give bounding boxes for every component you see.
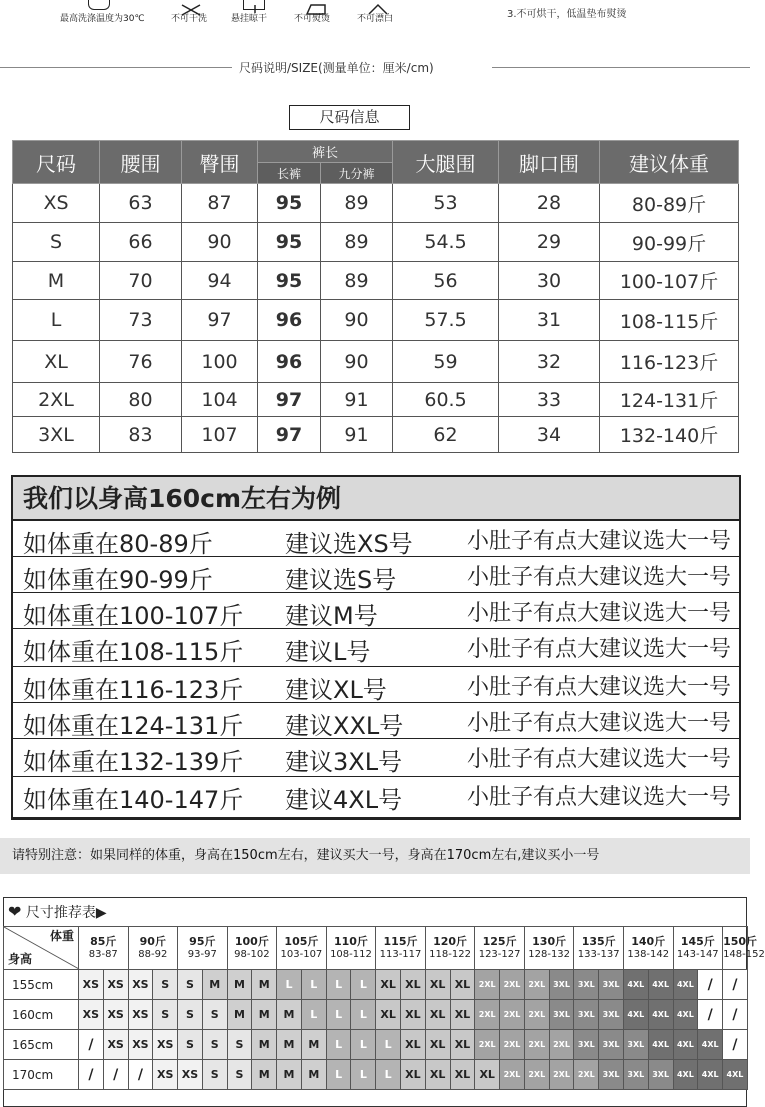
example-weight: 如体重在80-89斤 <box>23 530 213 558</box>
size-section-title: 尺码说明/SIZE(测量单位：厘米/cm) <box>239 61 434 75</box>
example-row <box>13 557 739 593</box>
size-cell: 108-115斤 <box>600 300 739 341</box>
recommend-table <box>3 926 765 1090</box>
care-label-hang: 悬挂晾干 <box>231 14 268 24</box>
recommend-cell: XL <box>376 970 401 1000</box>
size-cell: 95 <box>258 262 321 300</box>
size-cell: 97 <box>258 383 321 417</box>
recommend-cell: XL <box>401 1030 426 1060</box>
header-size: 尺码 <box>13 141 100 184</box>
notice-bar: 请特别注意：如果同样的体重，身高在150cm左右，建议买大一号，身高在170cm左右,建议买小一号 <box>0 838 750 874</box>
size-cell: 70 <box>100 262 182 300</box>
weight-header <box>227 927 277 970</box>
corner-cell <box>4 927 79 970</box>
example-suggest: 建议XL号 <box>285 676 387 704</box>
size-cell: 87 <box>182 184 258 223</box>
recommend-cell: L <box>351 1000 376 1030</box>
recommend-cell: 4XL <box>648 970 673 1000</box>
size-cell: 33 <box>499 383 600 417</box>
size-cell: 124-131斤 <box>600 383 739 417</box>
size-cell: 90 <box>321 300 393 341</box>
size-cell: 57.5 <box>393 300 499 341</box>
size-cell: M <box>13 262 100 300</box>
weight-range: 83-87 <box>88 949 118 960</box>
care-label-wash: 最高洗涤温度为30℃ <box>60 14 145 24</box>
hang-dry-icon <box>243 0 265 10</box>
header-thigh: 大腿围 <box>393 141 499 184</box>
weight-main: 115斤 <box>383 935 418 948</box>
recommend-title-text: 尺寸推荐表▶ <box>25 905 107 921</box>
size-cell: 3XL <box>13 417 100 453</box>
size-cell: 95 <box>258 184 321 223</box>
size-cell: 96 <box>258 300 321 341</box>
height-label: 165cm <box>4 1030 79 1060</box>
recommend-cell: XL <box>425 970 450 1000</box>
example-tip: 小肚子有点大建议选大一号 <box>467 637 732 662</box>
size-table <box>12 140 739 453</box>
weight-main: 145斤 <box>680 935 715 948</box>
example-weight: 如体重在116-123斤 <box>23 676 244 704</box>
size-cell: 100-107斤 <box>600 262 739 300</box>
size-cell: 2XL <box>13 383 100 417</box>
recommend-cell: 4XL <box>698 1060 723 1090</box>
example-tip: 小肚子有点大建议选大一号 <box>467 747 732 772</box>
recommend-cell: 2XL <box>475 1030 500 1060</box>
size-cell: 90-99斤 <box>600 223 739 262</box>
size-cell: XL <box>13 341 100 383</box>
size-cell: 54.5 <box>393 223 499 262</box>
weight-header <box>128 927 178 970</box>
size-cell: 89 <box>321 223 393 262</box>
weight-header <box>623 927 673 970</box>
recommend-cell: L <box>326 1030 351 1060</box>
size-cell: 32 <box>499 341 600 383</box>
recommend-cell: M <box>227 970 252 1000</box>
example-title: 我们以身高160cm左右为例 <box>13 477 739 521</box>
recommend-cell: M <box>227 1000 252 1030</box>
recommend-cell: M <box>252 1000 277 1030</box>
recommend-cell: / <box>698 970 723 1000</box>
size-row <box>13 383 739 417</box>
header-hem: 脚口围 <box>499 141 600 184</box>
header-weight: 建议体重 <box>600 141 739 184</box>
size-cell: 95 <box>258 223 321 262</box>
recommend-cell: XS <box>128 970 153 1000</box>
weight-range: 103-107 <box>280 949 323 960</box>
recommend-cell: XL <box>425 1000 450 1030</box>
size-cell: XS <box>13 184 100 223</box>
recommend-cell: XL <box>450 1030 475 1060</box>
header-waist: 腰围 <box>100 141 182 184</box>
example-row <box>13 629 739 667</box>
recommend-cell: 2XL <box>524 1060 549 1090</box>
weight-main: 95斤 <box>189 935 216 948</box>
recommend-cell: M <box>252 970 277 1000</box>
size-cell: 56 <box>393 262 499 300</box>
recommend-title <box>8 902 107 922</box>
recommend-cell: 3XL <box>549 970 574 1000</box>
size-row <box>13 223 739 262</box>
size-cell: 30 <box>499 262 600 300</box>
recommend-row <box>4 1030 748 1060</box>
recommend-cell: / <box>103 1060 128 1090</box>
example-weight: 如体重在108-115斤 <box>23 638 244 666</box>
recommend-cell: M <box>301 1060 326 1090</box>
recommend-cell: 4XL <box>723 1060 748 1090</box>
recommend-cell: L <box>301 1000 326 1030</box>
weight-main: 120斤 <box>433 935 468 948</box>
weight-range: 88-92 <box>138 949 168 960</box>
recommend-cell: XL <box>450 1000 475 1030</box>
recommend-cell: L <box>277 970 302 1000</box>
size-cell: 90 <box>182 223 258 262</box>
recommend-row <box>4 970 748 1000</box>
weight-range: 148-152 <box>723 949 765 960</box>
size-cell: 59 <box>393 341 499 383</box>
recommend-cell: 3XL <box>623 1030 648 1060</box>
recommend-cell: M <box>277 1060 302 1090</box>
example-suggest: 建议4XL号 <box>285 786 403 814</box>
recommend-cell: M <box>202 970 227 1000</box>
corner-weight: 体重 <box>49 929 74 943</box>
recommend-cell: 3XL <box>574 970 599 1000</box>
heart-icon: ❤ <box>8 902 22 921</box>
recommend-cell: XL <box>376 1000 401 1030</box>
recommend-cell: XS <box>103 1030 128 1060</box>
example-row <box>13 593 739 629</box>
example-suggest: 建议选XS号 <box>285 530 413 558</box>
recommend-cell: M <box>252 1030 277 1060</box>
recommend-cell: XL <box>401 1060 426 1090</box>
size-cell: 63 <box>100 184 182 223</box>
recommend-cell: 3XL <box>648 1060 673 1090</box>
recommend-cell: L <box>326 1060 351 1090</box>
weight-header <box>178 927 228 970</box>
weight-header <box>475 927 525 970</box>
example-row <box>13 739 739 777</box>
recommend-cell: 2XL <box>524 970 549 1000</box>
example-tip: 小肚子有点大建议选大一号 <box>467 565 732 590</box>
recommend-cell: L <box>376 1060 401 1090</box>
recommend-cell: 2XL <box>574 1060 599 1090</box>
example-weight: 如体重在140-147斤 <box>23 786 244 814</box>
weight-main: 135斤 <box>581 935 616 948</box>
weight-main: 90斤 <box>139 935 166 948</box>
height-label: 155cm <box>4 970 79 1000</box>
recommend-cell: M <box>277 1000 302 1030</box>
recommend-cell: 4XL <box>673 970 698 1000</box>
weight-main: 150斤 <box>723 935 758 948</box>
recommend-cell: S <box>202 1060 227 1090</box>
weight-header <box>673 927 723 970</box>
example-suggest: 建议3XL号 <box>285 748 403 776</box>
example-weight: 如体重在100-107斤 <box>23 602 244 630</box>
size-cell: 104 <box>182 383 258 417</box>
weight-main: 125斤 <box>482 935 517 948</box>
weight-header <box>376 927 426 970</box>
header-length: 裤长 <box>258 141 393 163</box>
size-cell: 90 <box>321 341 393 383</box>
recommend-row <box>4 1000 748 1030</box>
size-cell: 31 <box>499 300 600 341</box>
height-label: 160cm <box>4 1000 79 1030</box>
size-cell: 97 <box>182 300 258 341</box>
recommend-cell: S <box>202 1030 227 1060</box>
example-weight: 如体重在124-131斤 <box>23 712 244 740</box>
recommend-cell: / <box>723 1030 748 1060</box>
size-cell: 116-123斤 <box>600 341 739 383</box>
recommend-cell: S <box>227 1030 252 1060</box>
recommend-cell: 2XL <box>549 1060 574 1090</box>
recommend-cell: / <box>79 1060 104 1090</box>
example-tip: 小肚子有点大建议选大一号 <box>467 711 732 736</box>
recommend-cell: S <box>153 970 178 1000</box>
example-tip: 小肚子有点大建议选大一号 <box>467 601 732 626</box>
care-label-dry-clean: 不可干洗 <box>171 14 208 24</box>
size-info-box: 尺码信息 <box>289 105 410 130</box>
recommend-cell: / <box>79 1030 104 1060</box>
care-label-bleach: 不可漂白 <box>357 14 394 24</box>
size-cell: 66 <box>100 223 182 262</box>
recommend-cell: 2XL <box>524 1000 549 1030</box>
recommend-cell: 2XL <box>549 1030 574 1060</box>
no-dry-clean-icon <box>180 0 202 10</box>
size-cell: 97 <box>258 417 321 453</box>
recommend-cell: 2XL <box>475 970 500 1000</box>
recommend-cell: L <box>351 970 376 1000</box>
size-cell: 89 <box>321 184 393 223</box>
weight-header <box>277 927 327 970</box>
weight-header <box>524 927 574 970</box>
recommend-cell: 4XL <box>623 970 648 1000</box>
weight-range: 138-142 <box>627 949 670 960</box>
recommend-cell: S <box>178 970 203 1000</box>
weight-range: 143-147 <box>676 949 719 960</box>
weight-main: 85斤 <box>90 935 117 948</box>
example-tip: 小肚子有点大建议选大一号 <box>467 785 732 810</box>
size-row <box>13 184 739 223</box>
size-cell: 100 <box>182 341 258 383</box>
weight-range: 108-112 <box>330 949 372 960</box>
recommend-cell: XS <box>153 1060 178 1090</box>
example-row <box>13 703 739 739</box>
recommend-cell: 4XL <box>698 1030 723 1060</box>
recommend-cell: 3XL <box>599 1060 624 1090</box>
recommend-cell: 4XL <box>673 1060 698 1090</box>
example-weight: 如体重在132-139斤 <box>23 748 244 776</box>
recommend-cell: XS <box>79 970 104 1000</box>
recommend-cell: XL <box>475 1060 500 1090</box>
header-cropped: 九分裤 <box>321 163 393 184</box>
recommend-cell: 3XL <box>599 1000 624 1030</box>
recommend-cell: 4XL <box>648 1030 673 1060</box>
weight-main: 140斤 <box>631 935 666 948</box>
recommend-cell: M <box>252 1060 277 1090</box>
size-cell: 107 <box>182 417 258 453</box>
size-cell: S <box>13 223 100 262</box>
example-table <box>11 475 741 820</box>
recommend-cell: 3XL <box>549 1000 574 1030</box>
header-long: 长裤 <box>258 163 321 184</box>
size-row <box>13 341 739 383</box>
recommend-cell: M <box>277 1030 302 1060</box>
recommend-cell: XL <box>450 970 475 1000</box>
corner-height: 身高 <box>8 952 33 966</box>
recommend-cell: XS <box>128 1030 153 1060</box>
recommend-cell: / <box>698 1000 723 1030</box>
recommend-cell: / <box>723 970 748 1000</box>
weight-header <box>574 927 624 970</box>
recommend-cell: XS <box>178 1060 203 1090</box>
size-cell: 96 <box>258 341 321 383</box>
recommend-cell: XS <box>103 970 128 1000</box>
recommend-cell: XL <box>425 1060 450 1090</box>
recommend-cell: XS <box>153 1030 178 1060</box>
size-cell: 91 <box>321 417 393 453</box>
example-suggest: 建议选S号 <box>285 566 397 594</box>
recommend-cell: XL <box>425 1030 450 1060</box>
recommend-cell: XS <box>128 1000 153 1030</box>
recommend-cell: 2XL <box>500 970 525 1000</box>
example-row <box>13 521 739 557</box>
size-cell: 91 <box>321 383 393 417</box>
recommend-cell: 3XL <box>623 1060 648 1090</box>
header-hip: 臀围 <box>182 141 258 184</box>
weight-range: 93-97 <box>187 949 217 960</box>
size-row <box>13 417 739 453</box>
weight-header <box>79 927 129 970</box>
size-cell: 53 <box>393 184 499 223</box>
recommend-cell: XS <box>103 1000 128 1030</box>
recommend-cell: L <box>326 970 351 1000</box>
recommend-cell: S <box>178 1030 203 1060</box>
weight-main: 130斤 <box>532 935 567 948</box>
example-tip: 小肚子有点大建议选大一号 <box>467 675 732 700</box>
care-label-iron: 不可熨烫 <box>294 14 331 24</box>
recommend-cell: 2XL <box>500 1060 525 1090</box>
weight-range: 113-117 <box>379 949 422 960</box>
care-note: 3.不可烘干，低温垫布熨烫 <box>507 9 627 20</box>
example-tip: 小肚子有点大建议选大一号 <box>467 529 732 554</box>
recommend-cell: L <box>326 1000 351 1030</box>
recommend-cell: M <box>301 1030 326 1060</box>
size-cell: L <box>13 300 100 341</box>
recommend-cell: 4XL <box>673 1030 698 1060</box>
recommend-cell: S <box>153 1000 178 1030</box>
recommend-cell: S <box>178 1000 203 1030</box>
recommend-cell: XL <box>450 1060 475 1090</box>
recommend-cell: 3XL <box>599 970 624 1000</box>
recommend-cell: XL <box>401 970 426 1000</box>
recommend-cell: XL <box>401 1000 426 1030</box>
size-cell: 34 <box>499 417 600 453</box>
size-cell: 132-140斤 <box>600 417 739 453</box>
size-row <box>13 300 739 341</box>
size-cell: 80-89斤 <box>600 184 739 223</box>
size-cell: 28 <box>499 184 600 223</box>
weight-range: 123-127 <box>478 949 521 960</box>
example-suggest: 建议L号 <box>285 638 371 666</box>
height-label: 170cm <box>4 1060 79 1090</box>
recommend-cell: 2XL <box>524 1030 549 1060</box>
weight-header <box>723 927 765 970</box>
recommend-cell: 4XL <box>673 1000 698 1030</box>
weight-range: 98-102 <box>234 949 270 960</box>
recommend-cell: S <box>227 1060 252 1090</box>
weight-main: 105斤 <box>284 935 319 948</box>
recommend-cell: 2XL <box>500 1000 525 1030</box>
recommend-cell: 2XL <box>475 1000 500 1030</box>
wash-30-icon <box>88 0 110 10</box>
recommend-row <box>4 1060 748 1090</box>
example-row <box>13 777 739 818</box>
size-cell: 80 <box>100 383 182 417</box>
recommend-cell: L <box>351 1060 376 1090</box>
weight-range: 133-137 <box>577 949 620 960</box>
weight-header <box>326 927 376 970</box>
divider-left <box>0 67 232 68</box>
recommend-cell: L <box>376 1030 401 1060</box>
recommend-cell: / <box>723 1000 748 1030</box>
example-suggest: 建议M号 <box>285 602 378 630</box>
size-row <box>13 262 739 300</box>
size-cell: 89 <box>321 262 393 300</box>
divider-right <box>492 67 750 68</box>
weight-main: 100斤 <box>234 935 269 948</box>
size-cell: 73 <box>100 300 182 341</box>
example-row <box>13 667 739 703</box>
weight-header <box>425 927 475 970</box>
size-cell: 29 <box>499 223 600 262</box>
recommend-cell: L <box>351 1030 376 1060</box>
recommend-cell: 2XL <box>500 1030 525 1060</box>
size-cell: 83 <box>100 417 182 453</box>
size-cell: 94 <box>182 262 258 300</box>
weight-main: 110斤 <box>333 935 368 948</box>
recommend-cell: 3XL <box>574 1030 599 1060</box>
size-cell: 76 <box>100 341 182 383</box>
size-cell: 60.5 <box>393 383 499 417</box>
no-iron-icon <box>305 0 327 10</box>
recommend-cell: S <box>202 1000 227 1030</box>
recommend-cell: / <box>128 1060 153 1090</box>
example-weight: 如体重在90-99斤 <box>23 566 213 594</box>
weight-range: 118-122 <box>429 949 471 960</box>
size-cell: 62 <box>393 417 499 453</box>
no-bleach-icon <box>367 0 389 10</box>
recommend-cell: 3XL <box>574 1000 599 1030</box>
recommend-cell: 4XL <box>623 1000 648 1030</box>
example-suggest: 建议XXL号 <box>285 712 404 740</box>
weight-range: 128-132 <box>528 949 571 960</box>
recommend-cell: 3XL <box>599 1030 624 1060</box>
recommend-cell: 4XL <box>648 1000 673 1030</box>
recommend-cell: L <box>301 970 326 1000</box>
recommend-cell: XS <box>79 1000 104 1030</box>
